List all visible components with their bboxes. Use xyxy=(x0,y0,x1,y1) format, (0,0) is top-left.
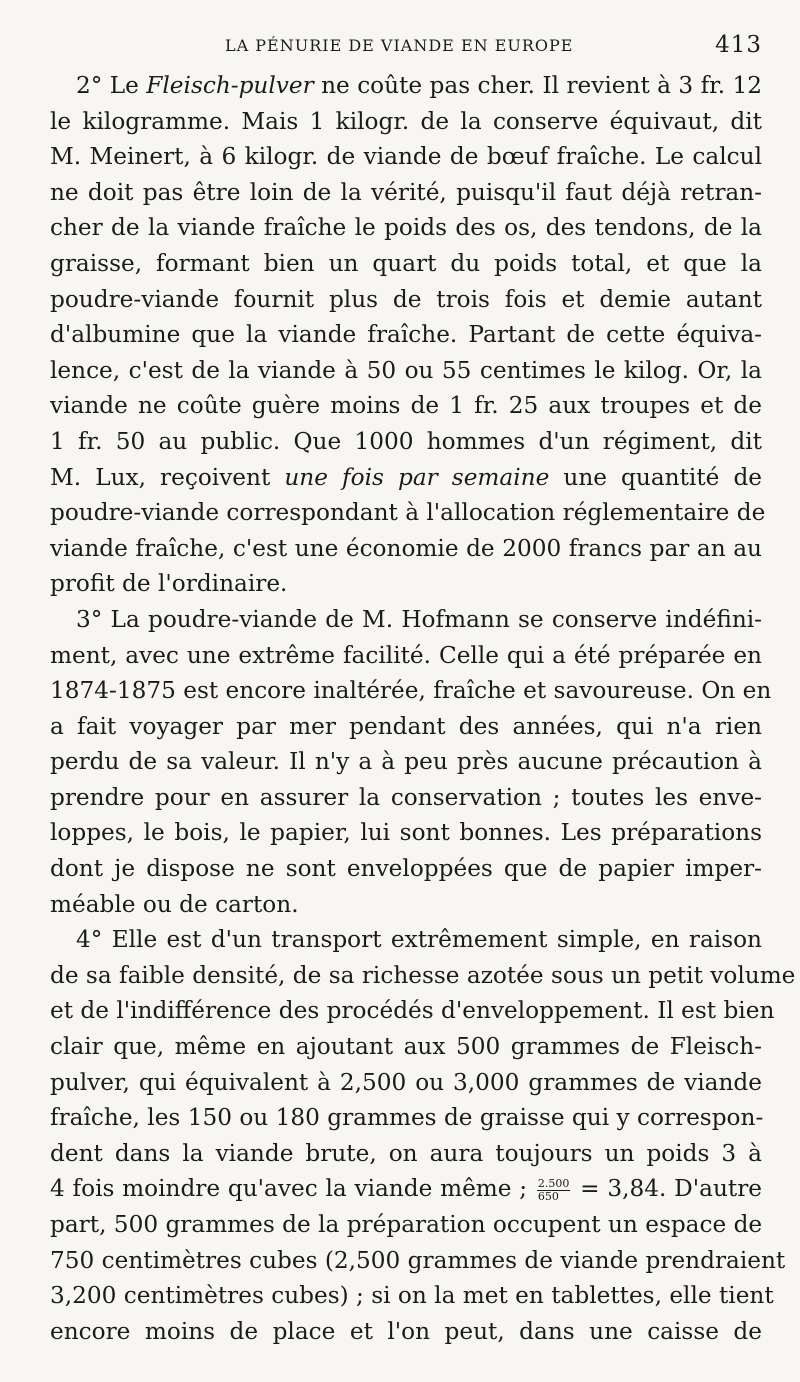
italic-term: une fois par semaine xyxy=(284,463,550,491)
text-line: 1874-1875 est encore inaltérée, fraîche et savoureuse. On en xyxy=(50,677,772,705)
text-line: ne doit pas être loin de la vérité, puisqu'il faut déjà retran- xyxy=(50,178,762,206)
text-line: clair que, même en ajoutant aux 500 grammes de Fleisch- xyxy=(50,1033,762,1061)
running-head xyxy=(0,32,800,62)
text-line: encore moins de place et l'on peut, dans une caisse de xyxy=(50,1317,762,1345)
text-line: ment, avec une extrême facilité. Celle qui a été préparée en xyxy=(50,641,762,669)
fraction-numerator: 2.500 xyxy=(537,1176,570,1190)
text-line: 1 fr. 50 au public. Que 1000 hommes d'un régiment, dit xyxy=(50,427,762,455)
text-line: de sa faible densité, de sa richesse azotée sous un petit volume xyxy=(50,961,796,989)
text-line: viande fraîche, c'est une économie de 2000 francs par an au xyxy=(50,534,762,562)
text-line: lence, c'est de la viande à 50 ou 55 centimes le kilog. Or, la xyxy=(50,356,762,384)
text-line: dent dans la viande brute, on aura toujours un poids 3 à xyxy=(50,1139,762,1167)
text-line: M. Lux, reçoivent une fois par semaine une quantité de xyxy=(50,463,763,491)
text-line: fraîche, les 150 ou 180 grammes de graisse qui y correspon- xyxy=(50,1104,764,1132)
body-text xyxy=(50,68,796,1349)
text-line: et de l'indifférence des procédés d'enveloppement. Il est bien xyxy=(50,997,775,1025)
running-title: LA PÉNURIE DE VIANDE EN EUROPE xyxy=(225,36,574,55)
italic-term: Fleisch-pulver xyxy=(146,72,314,99)
text-line: le kilogramme. Mais 1 kilogr. de la conserve équivaut, dit xyxy=(50,107,762,135)
text-line: dont je dispose ne sont enveloppées que de papier imper- xyxy=(50,855,762,883)
text-line: 3° La poudre-viande de M. Hofmann se conserve indéfini- xyxy=(76,605,762,633)
fraction-result: = 3,84. D'autre xyxy=(572,1175,763,1203)
text-line: 3,200 centimètres cubes) ; si on la met en tablettes, elle tient xyxy=(50,1282,774,1310)
page-number: 413 xyxy=(715,32,762,58)
text-line: profit de l'ordinaire. xyxy=(50,570,288,598)
text-line: prendre pour en assurer la conservation ; toutes les enve- xyxy=(50,783,762,811)
text-line: pulver, qui équivalent à 2,500 ou 3,000 grammes de viande xyxy=(50,1068,762,1096)
text-line: poudre-viande correspondant à l'allocation réglementaire de xyxy=(50,499,766,527)
text-line: perdu de sa valeur. Il n'y a à peu près aucune précaution à xyxy=(50,748,762,776)
text-line: cher de la viande fraîche le poids des os, des tendons, de la xyxy=(50,214,762,242)
text-line: graisse, formant bien un quart du poids total, et que la xyxy=(50,249,762,277)
text-line: 4 fois moindre qu'avec la viande même ; $\frac{2.500}{650}$ = 3,84. D'autre xyxy=(50,1175,763,1203)
text-line: viande ne coûte guère moins de 1 fr. 25 aux troupes et de xyxy=(50,392,762,420)
text-line: d'albumine que la viande fraîche. Partant de cette équiva- xyxy=(50,321,762,349)
text-line: 4° Elle est d'un transport extrêmement simple, en raison xyxy=(76,926,762,954)
text-line: poudre-viande fournit plus de trois fois et demie autant xyxy=(50,285,762,313)
text-line: 2° Le Fleisch-pulver ne coûte pas cher. Il revient à 3 fr. 12 xyxy=(76,72,762,99)
fraction xyxy=(537,1178,571,1203)
text-line: 750 centimètres cubes (2,500 grammes de viande prendraient xyxy=(50,1246,786,1274)
fraction-denominator: 650 xyxy=(537,1189,559,1203)
text-line: a fait voyager par mer pendant des années, qui n'a rien xyxy=(50,712,762,740)
text-line: loppes, le bois, le papier, lui sont bonnes. Les préparations xyxy=(50,819,762,847)
text-line: M. Meinert, à 6 kilogr. de viande de bœuf fraîche. Le calcul xyxy=(50,143,762,171)
text-line: méable ou de carton. xyxy=(50,890,299,918)
text-line: part, 500 grammes de la préparation occupent un espace de xyxy=(50,1211,763,1238)
